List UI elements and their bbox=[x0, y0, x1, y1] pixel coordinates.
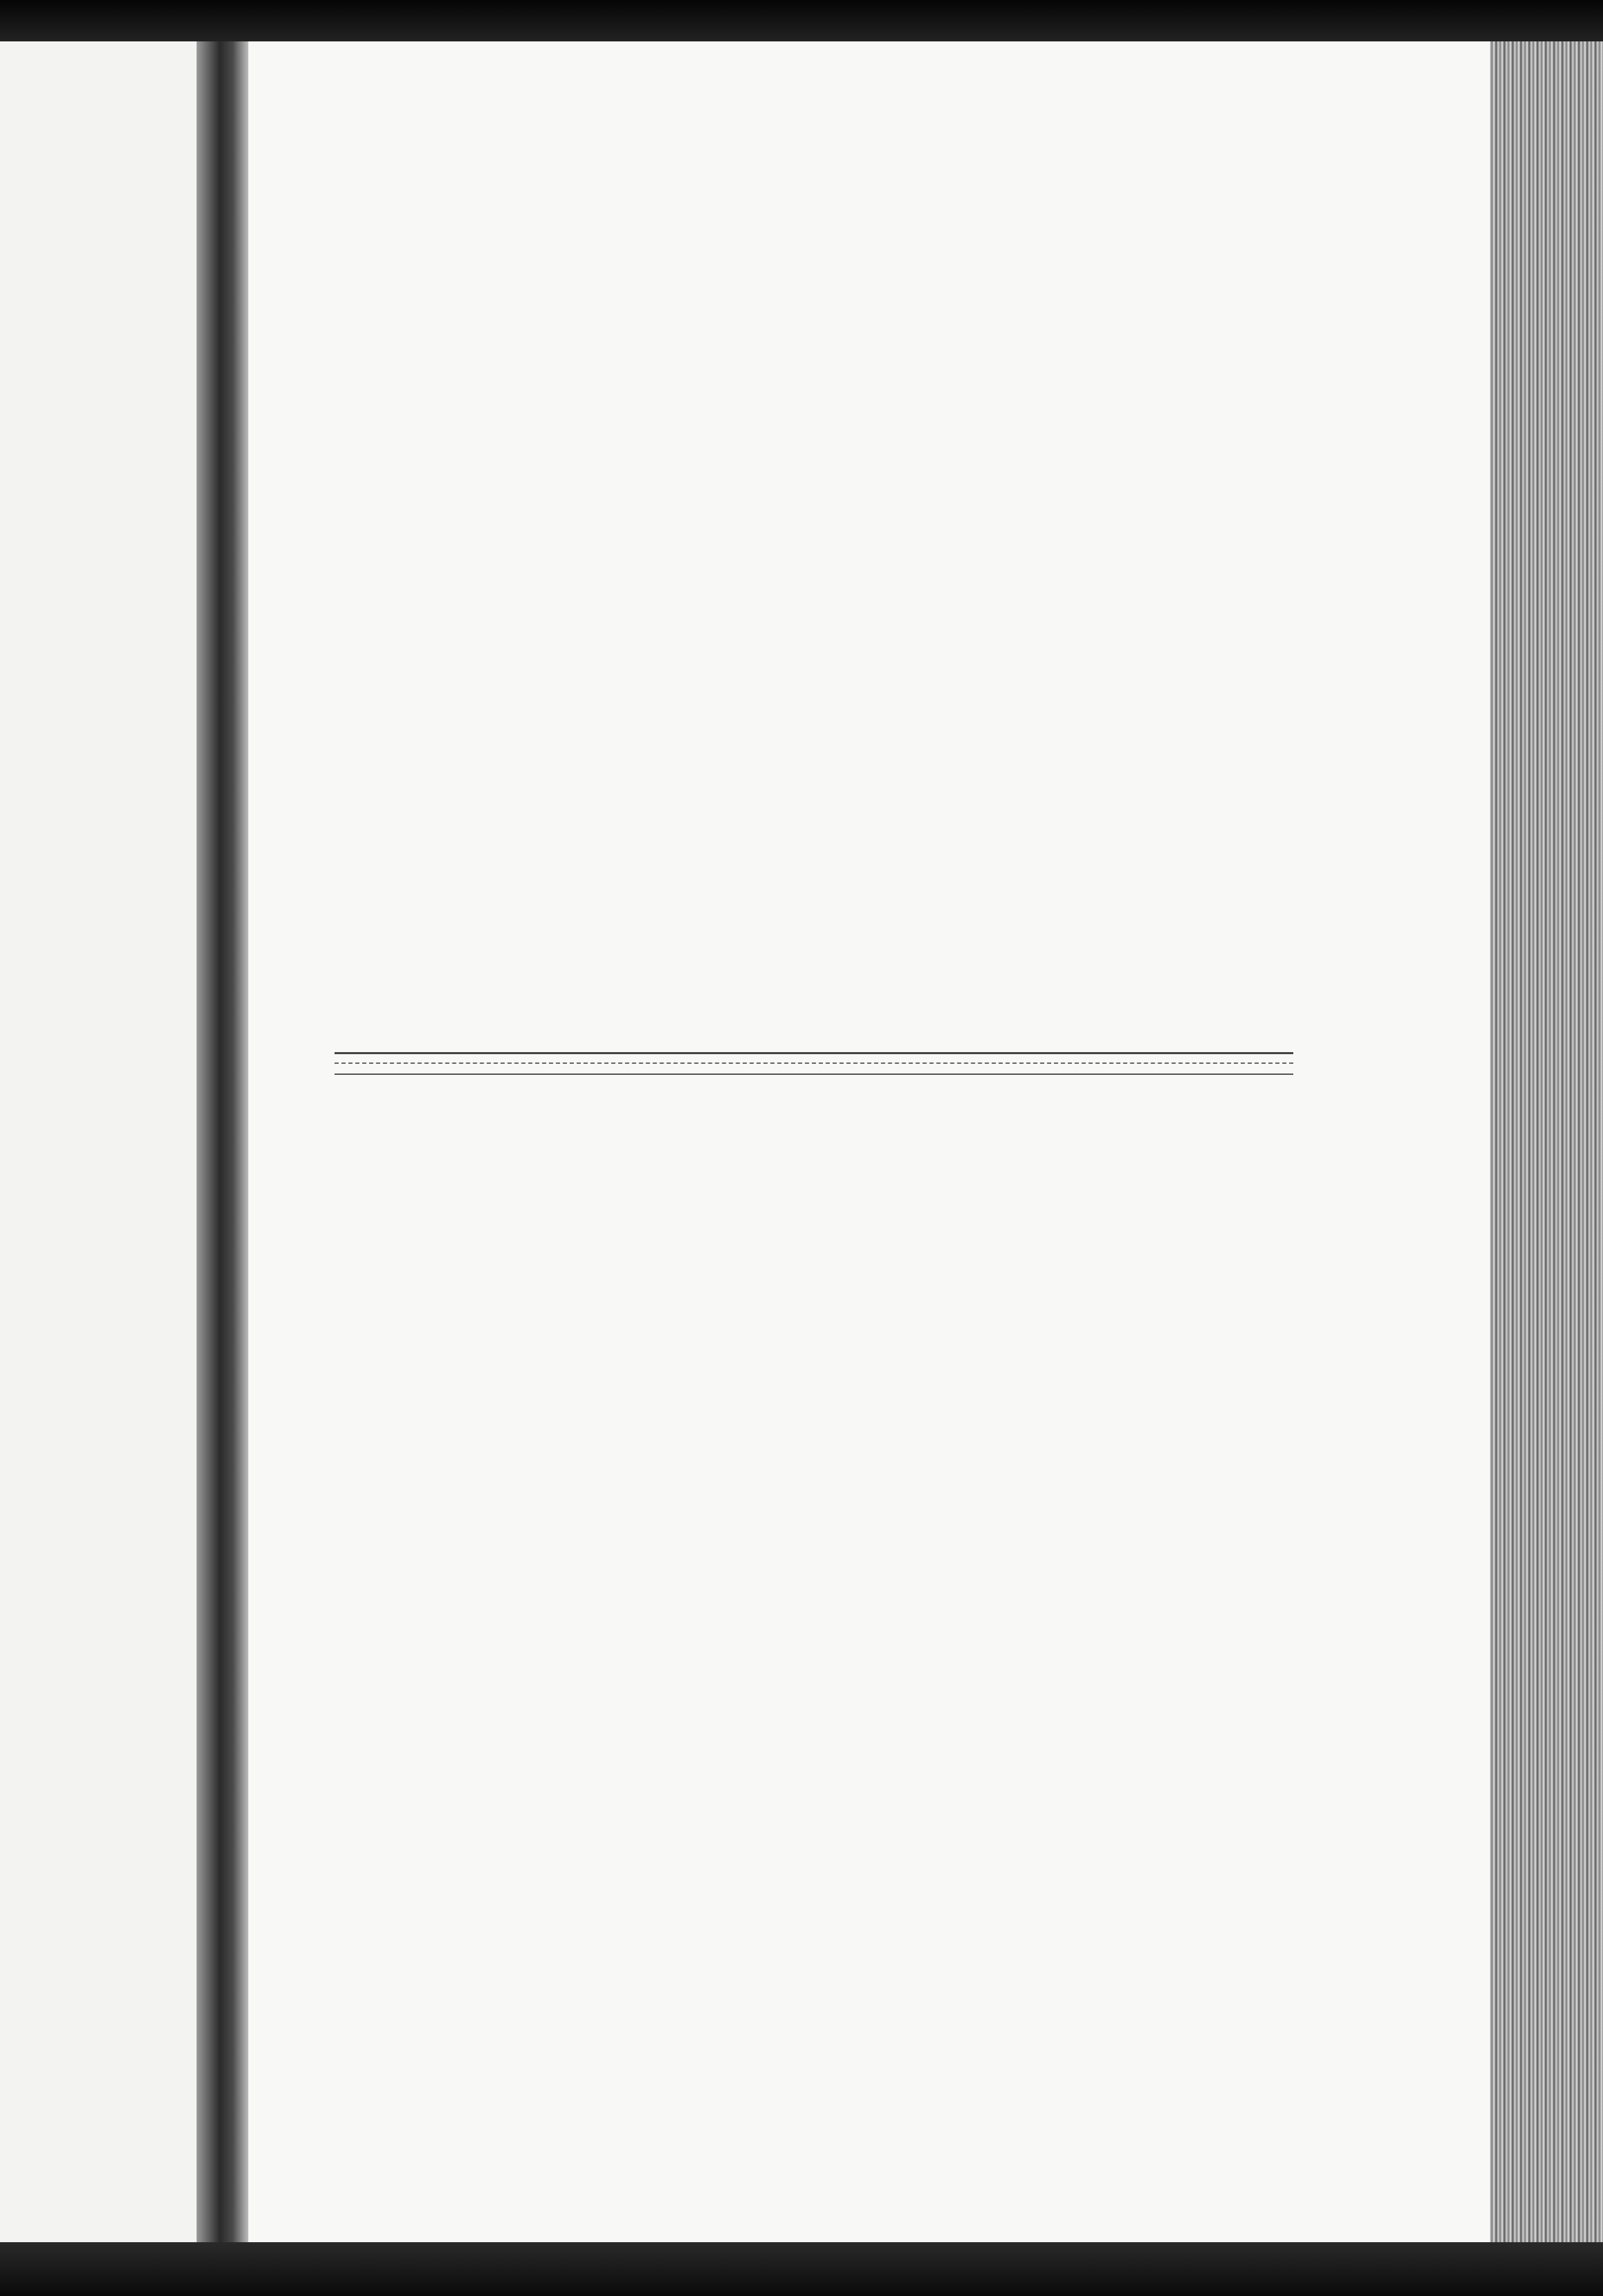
scan-border-bottom bbox=[0, 2242, 1603, 2296]
book-page bbox=[248, 41, 1490, 2242]
scan-border-top bbox=[0, 0, 1603, 41]
verse-4-number bbox=[352, 1761, 393, 1803]
verse-number bbox=[352, 1761, 393, 1803]
facing-page-left bbox=[0, 41, 197, 2242]
section-rule bbox=[335, 1062, 1293, 1064]
section-rule bbox=[335, 1073, 1293, 1075]
page-edges bbox=[1490, 41, 1603, 2242]
section-rule bbox=[335, 1052, 1293, 1054]
book-gutter bbox=[197, 41, 248, 2242]
